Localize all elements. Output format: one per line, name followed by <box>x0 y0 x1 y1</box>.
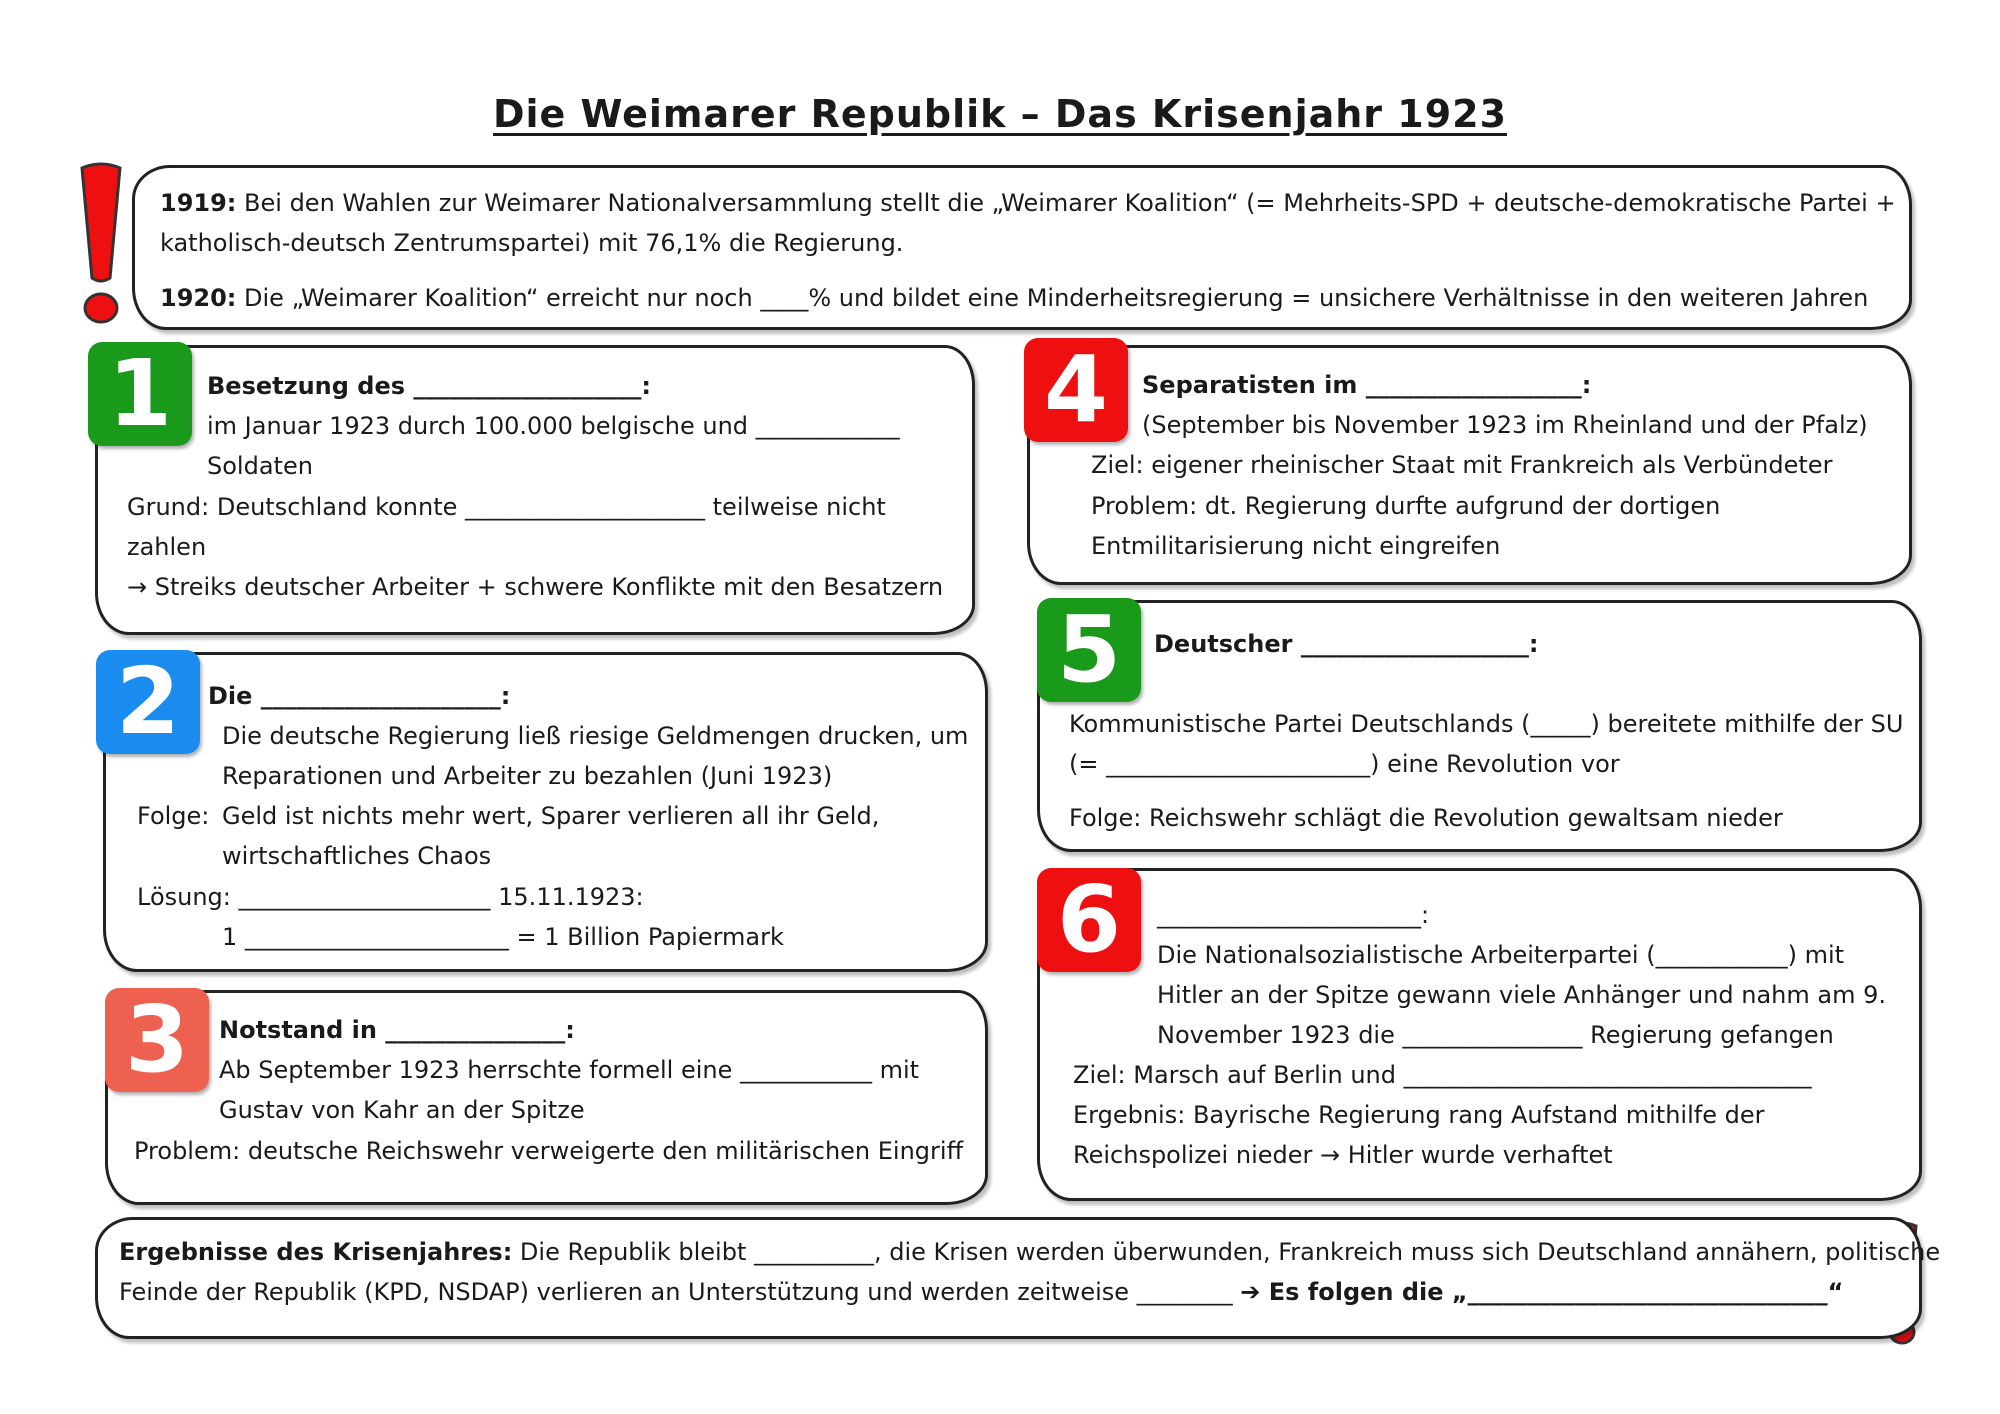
box1-line-3: Soldaten <box>207 452 313 480</box>
result-text-1: Die Republik bleibt __________, die Krisen werden überwunden, Frankreich muss sich Deutschland annähern, politische <box>512 1238 1941 1266</box>
box4-heading: Separatisten im __________________: <box>1142 371 1592 399</box>
box5-line-2: Kommunistische Partei Deutschlands (_____) bereitete mithilfe der SU <box>1069 710 1904 738</box>
year-1920: 1920: <box>160 284 237 312</box>
page-title: Die Weimarer Republik – Das Krisenjahr 1923 <box>492 92 1508 136</box>
box4-line-2: (September bis November 1923 im Rheinland und der Pfalz) <box>1142 411 1868 439</box>
intro-text-3: Die „Weimarer Koalition“ erreicht nur noch ____% und bildet eine Minderheitsregierung = unsichere Verhältnisse in den weiteren Jahren <box>236 284 1869 312</box>
box6-line-2: Die Nationalsozialistische Arbeiterpartei (___________) mit <box>1157 941 1845 969</box>
box2-heading: Die ____________________: <box>208 682 511 710</box>
exclamation-icon <box>74 160 128 330</box>
year-1919: 1919: <box>160 189 237 217</box>
box3-line-3: Gustav von Kahr an der Spitze <box>219 1096 585 1124</box>
result-text-2: Feinde der Republik (KPD, NSDAP) verlieren an Unterstützung und werden zeitweise ________ <box>119 1278 1241 1306</box>
box6-line-7: Reichspolizei nieder → Hitler wurde verhaftet <box>1073 1141 1613 1169</box>
box5-heading: Deutscher ___________________: <box>1154 630 1539 658</box>
result-conclusion: ➔ Es folgen die „______________________________“ <box>1240 1278 1844 1306</box>
box2-line-5: wirtschaftliches Chaos <box>222 842 492 870</box>
number-badge-5: 5 <box>1037 598 1141 702</box>
intro-line-1 <box>160 183 1896 223</box>
box4-line-4: Problem: dt. Regierung durfte aufgrund der dortigen <box>1091 492 1721 520</box>
box2-line-6: Lösung: _____________________ 15.11.1923: <box>137 883 644 911</box>
box5-line-4: Folge: Reichswehr schlägt die Revolution gewaltsam nieder <box>1069 804 1783 832</box>
result-line-2 <box>119 1272 1843 1312</box>
box1-heading: Besetzung des ___________________: <box>207 372 651 400</box>
box6-line-4: November 1923 die _______________ Regierung gefangen <box>1157 1021 1834 1049</box>
number-badge-1: 1 <box>88 342 192 446</box>
number-badge-6: 6 <box>1037 868 1141 972</box>
box6-line-3: Hitler an der Spitze gewann viele Anhänger und nahm am 9. <box>1157 981 1887 1009</box>
box1-line-4: Grund: Deutschland konnte ____________________ teilweise nicht <box>127 493 886 521</box>
result-label: Ergebnisse des Krisenjahres: <box>119 1238 513 1266</box>
number-badge-3: 3 <box>105 988 209 1092</box>
number-badge-2: 2 <box>96 650 200 754</box>
result-line-1 <box>119 1232 1940 1272</box>
box6-line-5: Ziel: Marsch auf Berlin und __________________________________ <box>1073 1061 1812 1089</box>
box2-line-7: 1 ______________________ = 1 Billion Papiermark <box>222 923 784 951</box>
intro-line-2: katholisch-deutsch Zentrumspartei) mit 76,1% die Regierung. <box>160 229 904 257</box>
box1-line-2: im Januar 1923 durch 100.000 belgische und ____________ <box>207 412 900 440</box>
box2-line-3: Reparationen und Arbeiter zu bezahlen (Juni 1923) <box>222 762 833 790</box>
box3-heading: Notstand in _______________: <box>219 1016 575 1044</box>
box4-line-3: Ziel: eigener rheinischer Staat mit Frankreich als Verbündeter <box>1091 451 1833 479</box>
box3-line-4: Problem: deutsche Reichswehr verweigerte den militärischen Eingriff <box>134 1137 964 1165</box>
box2-line-2: Die deutsche Regierung ließ riesige Geldmengen drucken, um <box>222 722 969 750</box>
number-badge-4: 4 <box>1024 338 1128 442</box>
box6-heading: ______________________: <box>1157 901 1430 929</box>
box6-line-6: Ergebnis: Bayrische Regierung rang Aufstand mithilfe der <box>1073 1101 1765 1129</box>
intro-line-3 <box>160 278 1868 318</box>
box3-line-2: Ab September 1923 herrschte formell eine ___________ mit <box>219 1056 920 1084</box>
intro-text-1: Bei den Wahlen zur Weimarer Nationalversammlung stellt die „Weimarer Koalition“ (= Mehrheits-SPD + deutsche-demokratische Partei + <box>236 189 1896 217</box>
box1-line-6: → Streiks deutscher Arbeiter + schwere Konflikte mit den Besatzern <box>127 573 944 601</box>
box2-line-4: Geld ist nichts mehr wert, Sparer verlieren all ihr Geld, <box>222 802 880 830</box>
box2-line-4-label: Folge: <box>137 802 210 830</box>
box5-line-3: (= ______________________) eine Revolution vor <box>1069 750 1620 778</box>
box4-line-5: Entmilitarisierung nicht eingreifen <box>1091 532 1501 560</box>
box1-line-5: zahlen <box>127 533 207 561</box>
